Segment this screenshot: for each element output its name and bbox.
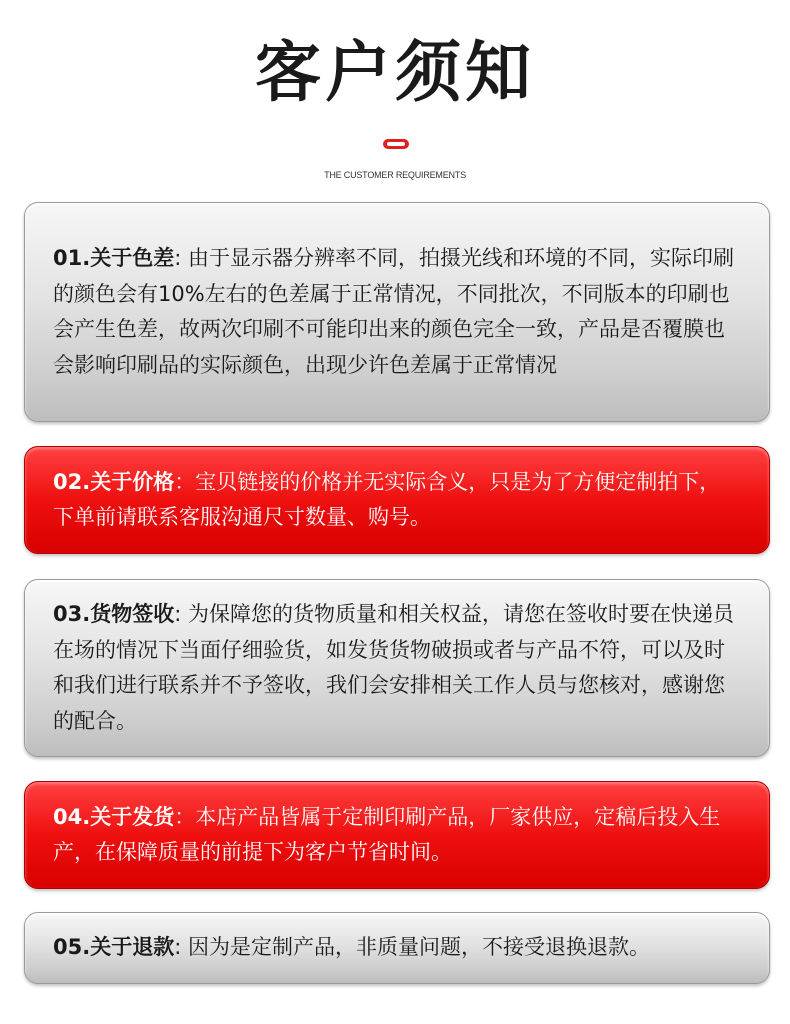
page-title: 客户须知 (255, 34, 535, 111)
notice-text (53, 930, 650, 966)
notice-card-color-difference (24, 202, 770, 422)
page-subtitle: THE CUSTOMER REQUIREMENTS (324, 170, 466, 180)
notice-body: ：本店产品皆属于定制印刷产品，厂家供应，定稿后投入生产，在保障质量的前提下为客户节省时间。 (53, 804, 721, 864)
notice-label: 01.关于色差 (53, 246, 175, 270)
notice-label: 04.关于发货 (53, 804, 175, 829)
notice-text (53, 800, 741, 871)
notice-card-refund (24, 912, 770, 984)
notice-label: 02.关于价格 (53, 469, 175, 494)
notice-body: : 因为是定制产品，非质量问题，不接受退换退款。 (174, 935, 650, 960)
notice-body: : 由于显示器分辨率不同，拍摄光线和环境的不同，实际印刷的颜色会有10%左右的色差属于正常情况，不同批次，不同版本的印刷也会产生色差，故两次印刷不可能印出来的颜色完全一致，产品是否覆膜也会影响印刷品的实际颜色，出现少许色差属于正常情况 (53, 246, 734, 377)
notice-label: 03.货物签收 (53, 602, 175, 626)
title-divider-pill (383, 139, 409, 149)
notice-label: 05.关于退款 (53, 935, 175, 960)
notice-body: ：宝贝链接的价格并无实际含义，只是为了方便定制拍下，下单前请联系客服沟通尺寸数量、购号。 (53, 469, 721, 529)
notice-card-shipping (24, 781, 770, 889)
notice-text (53, 597, 741, 739)
notice-text (53, 241, 741, 383)
notice-card-price (24, 446, 770, 554)
notice-body: : 为保障您的货物质量和相关权益，请您在签收时要在快递员在场的情况下当面仔细验货，如发货货物破损或者与产品不符，可以及时和我们进行联系并不予签收，我们会安排相关工作人员与您核对，感谢您的配合。 (53, 602, 734, 733)
notice-text (53, 465, 741, 536)
notice-card-receipt (24, 579, 770, 757)
